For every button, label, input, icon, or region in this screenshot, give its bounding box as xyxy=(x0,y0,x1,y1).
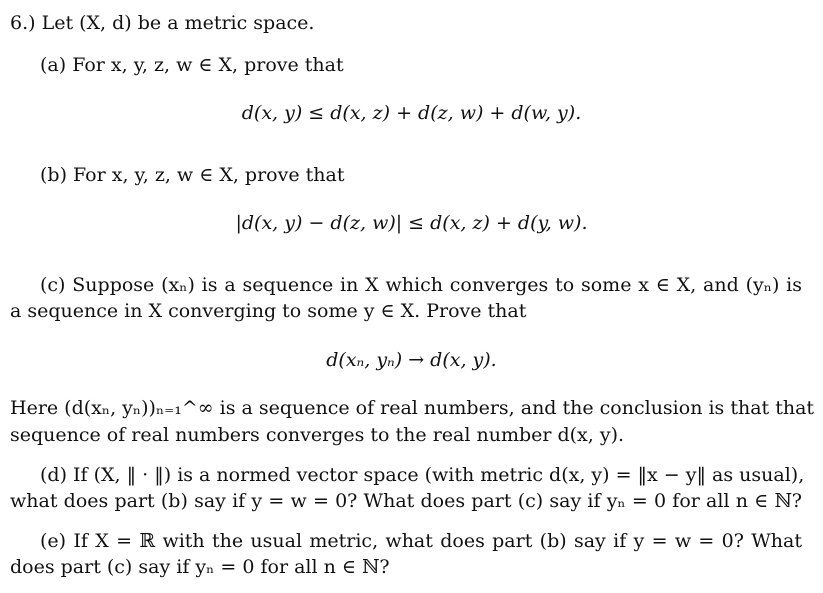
part-c-note-line2: sequence of real numbers converges to the real number d(x, y). xyxy=(10,424,625,446)
part-e-line1: (e) If X = ℝ with the usual metric, what does part (b) say if y = w = 0? What xyxy=(40,530,802,552)
part-a-formula: d(x, y) ≤ d(x, z) + d(z, w) + d(w, y). xyxy=(241,102,582,124)
part-c-note-line1: Here (d(xₙ, yₙ))ₙ₌₁^∞ is a sequence of real numbers, and the conclusion is that that xyxy=(10,397,815,419)
part-b-prompt: (b) For x, y, z, w ∈ X, prove that xyxy=(40,164,345,186)
part-c-line2: a sequence in X converging to some y ∈ X. Prove that xyxy=(10,300,527,322)
part-d-line2: what does part (b) say if y = w = 0? What does part (c) say if yₙ = 0 for all n ∈ ℕ? xyxy=(10,490,802,512)
problem-header: 6.) Let (X, d) be a metric space. xyxy=(10,12,315,34)
part-b-formula: |d(x, y) − d(z, w)| ≤ d(x, z) + d(y, w). xyxy=(235,212,588,234)
part-d-line1: (d) If (X, ‖ · ‖) is a normed vector space (with metric d(x, y) = ‖x − y‖ as usual), xyxy=(40,464,805,486)
part-c-formula: d(xₙ, yₙ) → d(x, y). xyxy=(326,349,497,371)
part-c-line1: (c) Suppose (xₙ) is a sequence in X which converges to some x ∈ X, and (yₙ) is xyxy=(40,274,802,296)
part-a-prompt: (a) For x, y, z, w ∈ X, prove that xyxy=(40,54,344,76)
part-e-line2: does part (c) say if yₙ = 0 for all n ∈ ℕ? xyxy=(10,556,390,578)
